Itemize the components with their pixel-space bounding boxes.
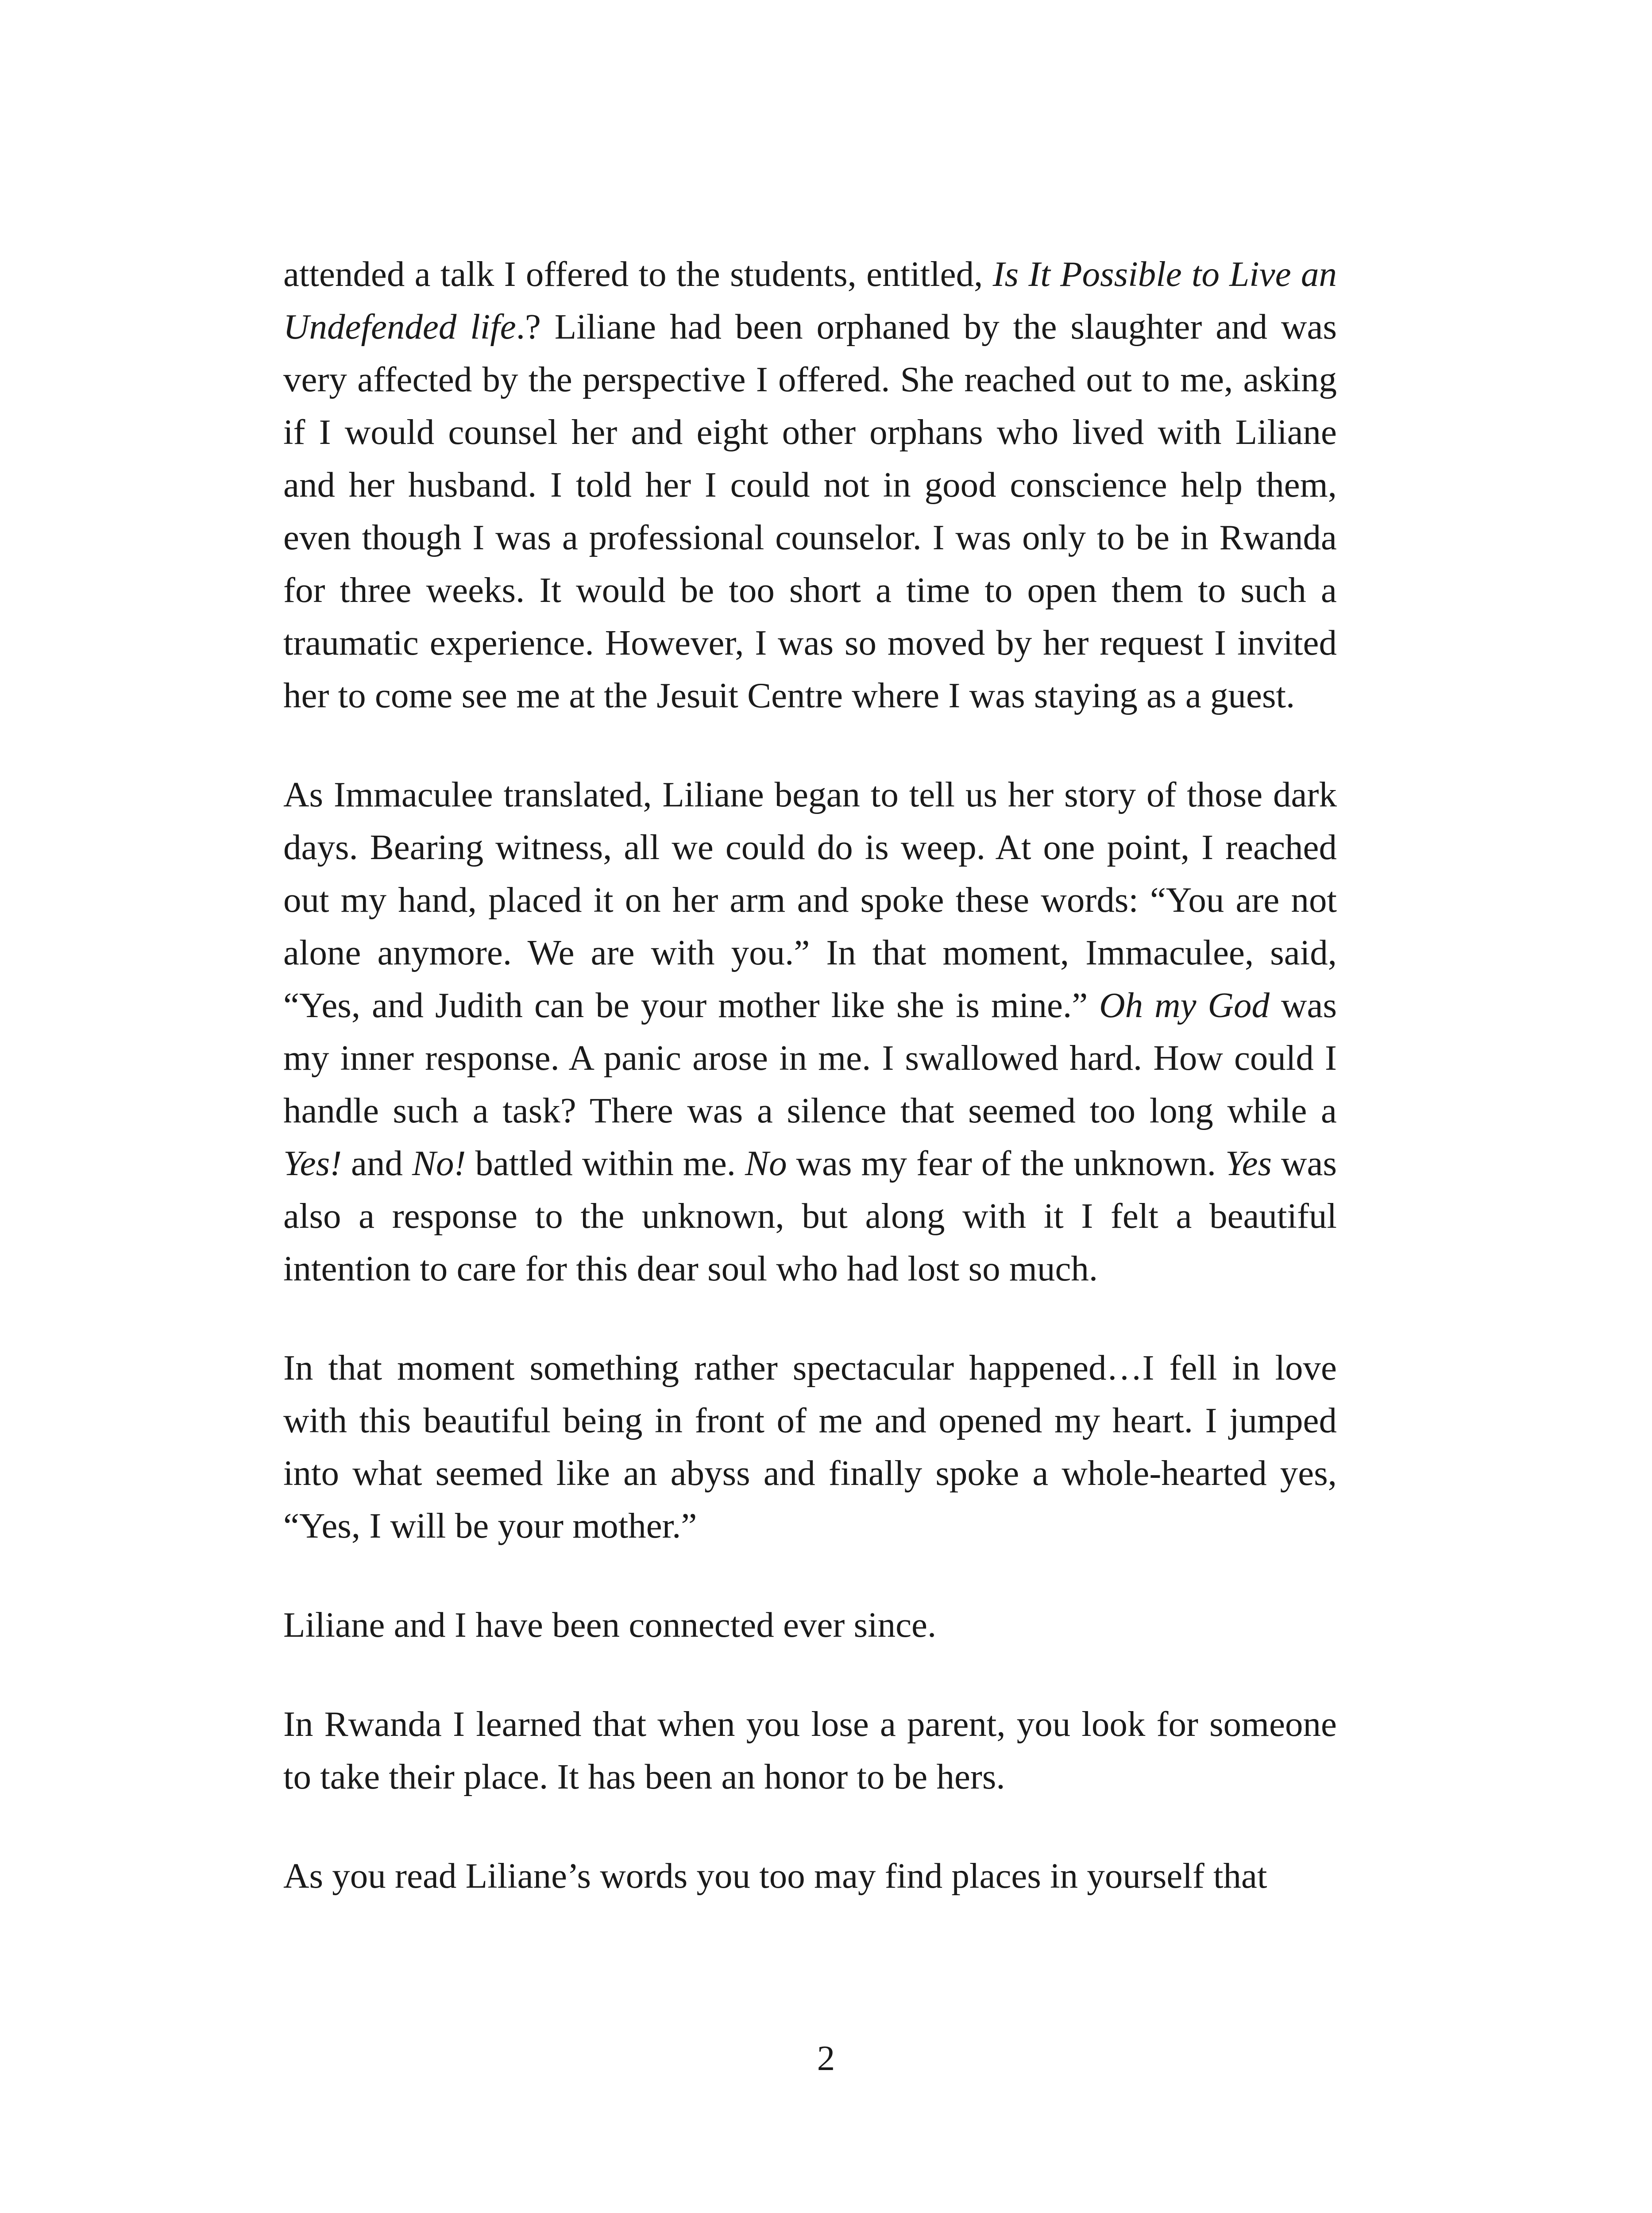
paragraph-2-text-6: was also a response to the unknown, but along with it I felt a beautiful intention to care for this dear soul who had lost so much.: [283, 1143, 1337, 1288]
paragraph-2-italic-5: Yes: [1225, 1143, 1272, 1183]
paragraph-6-text: As you read Liliane’s words you too may find places in yourself that: [283, 1856, 1267, 1896]
paragraph-1: [283, 248, 1337, 722]
paragraph-1-text-1: attended a talk I offered to the students, entitled,: [283, 254, 993, 294]
paragraph-2-text-2: was my inner response. A panic arose in me. I swallowed hard. How could I handle such a task? There was a silence that seemed too long while a: [283, 985, 1337, 1130]
paragraph-2: [283, 768, 1337, 1295]
paragraph-4: [283, 1599, 1337, 1651]
page-body: [283, 248, 1337, 1949]
paragraph-3-text: In that moment something rather spectacular happened…I fell in love with this beautiful being in front of me and opened my heart. I jumped into what seemed like an abyss and finally spoke a whole-hearted yes, “Yes, I will be your mother.”: [283, 1348, 1337, 1546]
paragraph-2-italic-3: No!: [412, 1143, 466, 1183]
paragraph-2-text-5: was my fear of the unknown.: [787, 1143, 1225, 1183]
paragraph-2-italic-1: Oh my God: [1099, 985, 1270, 1025]
page-number: 2: [817, 2038, 835, 2078]
paragraph-5-text: In Rwanda I learned that when you lose a parent, you look for someone to take their place. It has been an honor to be hers.: [283, 1704, 1337, 1797]
paragraph-1-italic-title: Is It Possible to Live an Undefended life: [283, 254, 1337, 347]
paragraph-5: [283, 1698, 1337, 1803]
paragraph-1-text-2: .? Liliane had been orphaned by the slaughter and was very affected by the perspective I offered. She reached out to me, asking if I would counsel her and eight other orphans who lived with Liliane and her husband. I told her I could not in good conscience help them, even though I was a professional counselor. I was only to be in Rwanda for three weeks. It would be too short a time to open them to such a traumatic experience. However, I was so moved by her request I invited her to come see me at the Jesuit Centre where I was staying as a guest.: [283, 307, 1337, 715]
paragraph-2-text-1: As Immaculee translated, Liliane began to tell us her story of those dark days. Bearing witness, all we could do is weep. At one point, I reached out my hand, placed it on her arm and spoke these words: “You are not alone anymore. We are with you.” In that moment, Immaculee, said, “Yes, and Judith can be your mother like she is mine.”: [283, 775, 1337, 1025]
paragraph-2-italic-2: Yes!: [283, 1143, 342, 1183]
paragraph-2-text-4: battled within me.: [466, 1143, 745, 1183]
paragraph-2-italic-4: No: [745, 1143, 787, 1183]
paragraph-3: [283, 1342, 1337, 1552]
paragraph-2-text-3: and: [342, 1143, 412, 1183]
paragraph-4-text: Liliane and I have been connected ever since.: [283, 1605, 937, 1645]
paragraph-6: [283, 1850, 1337, 1902]
